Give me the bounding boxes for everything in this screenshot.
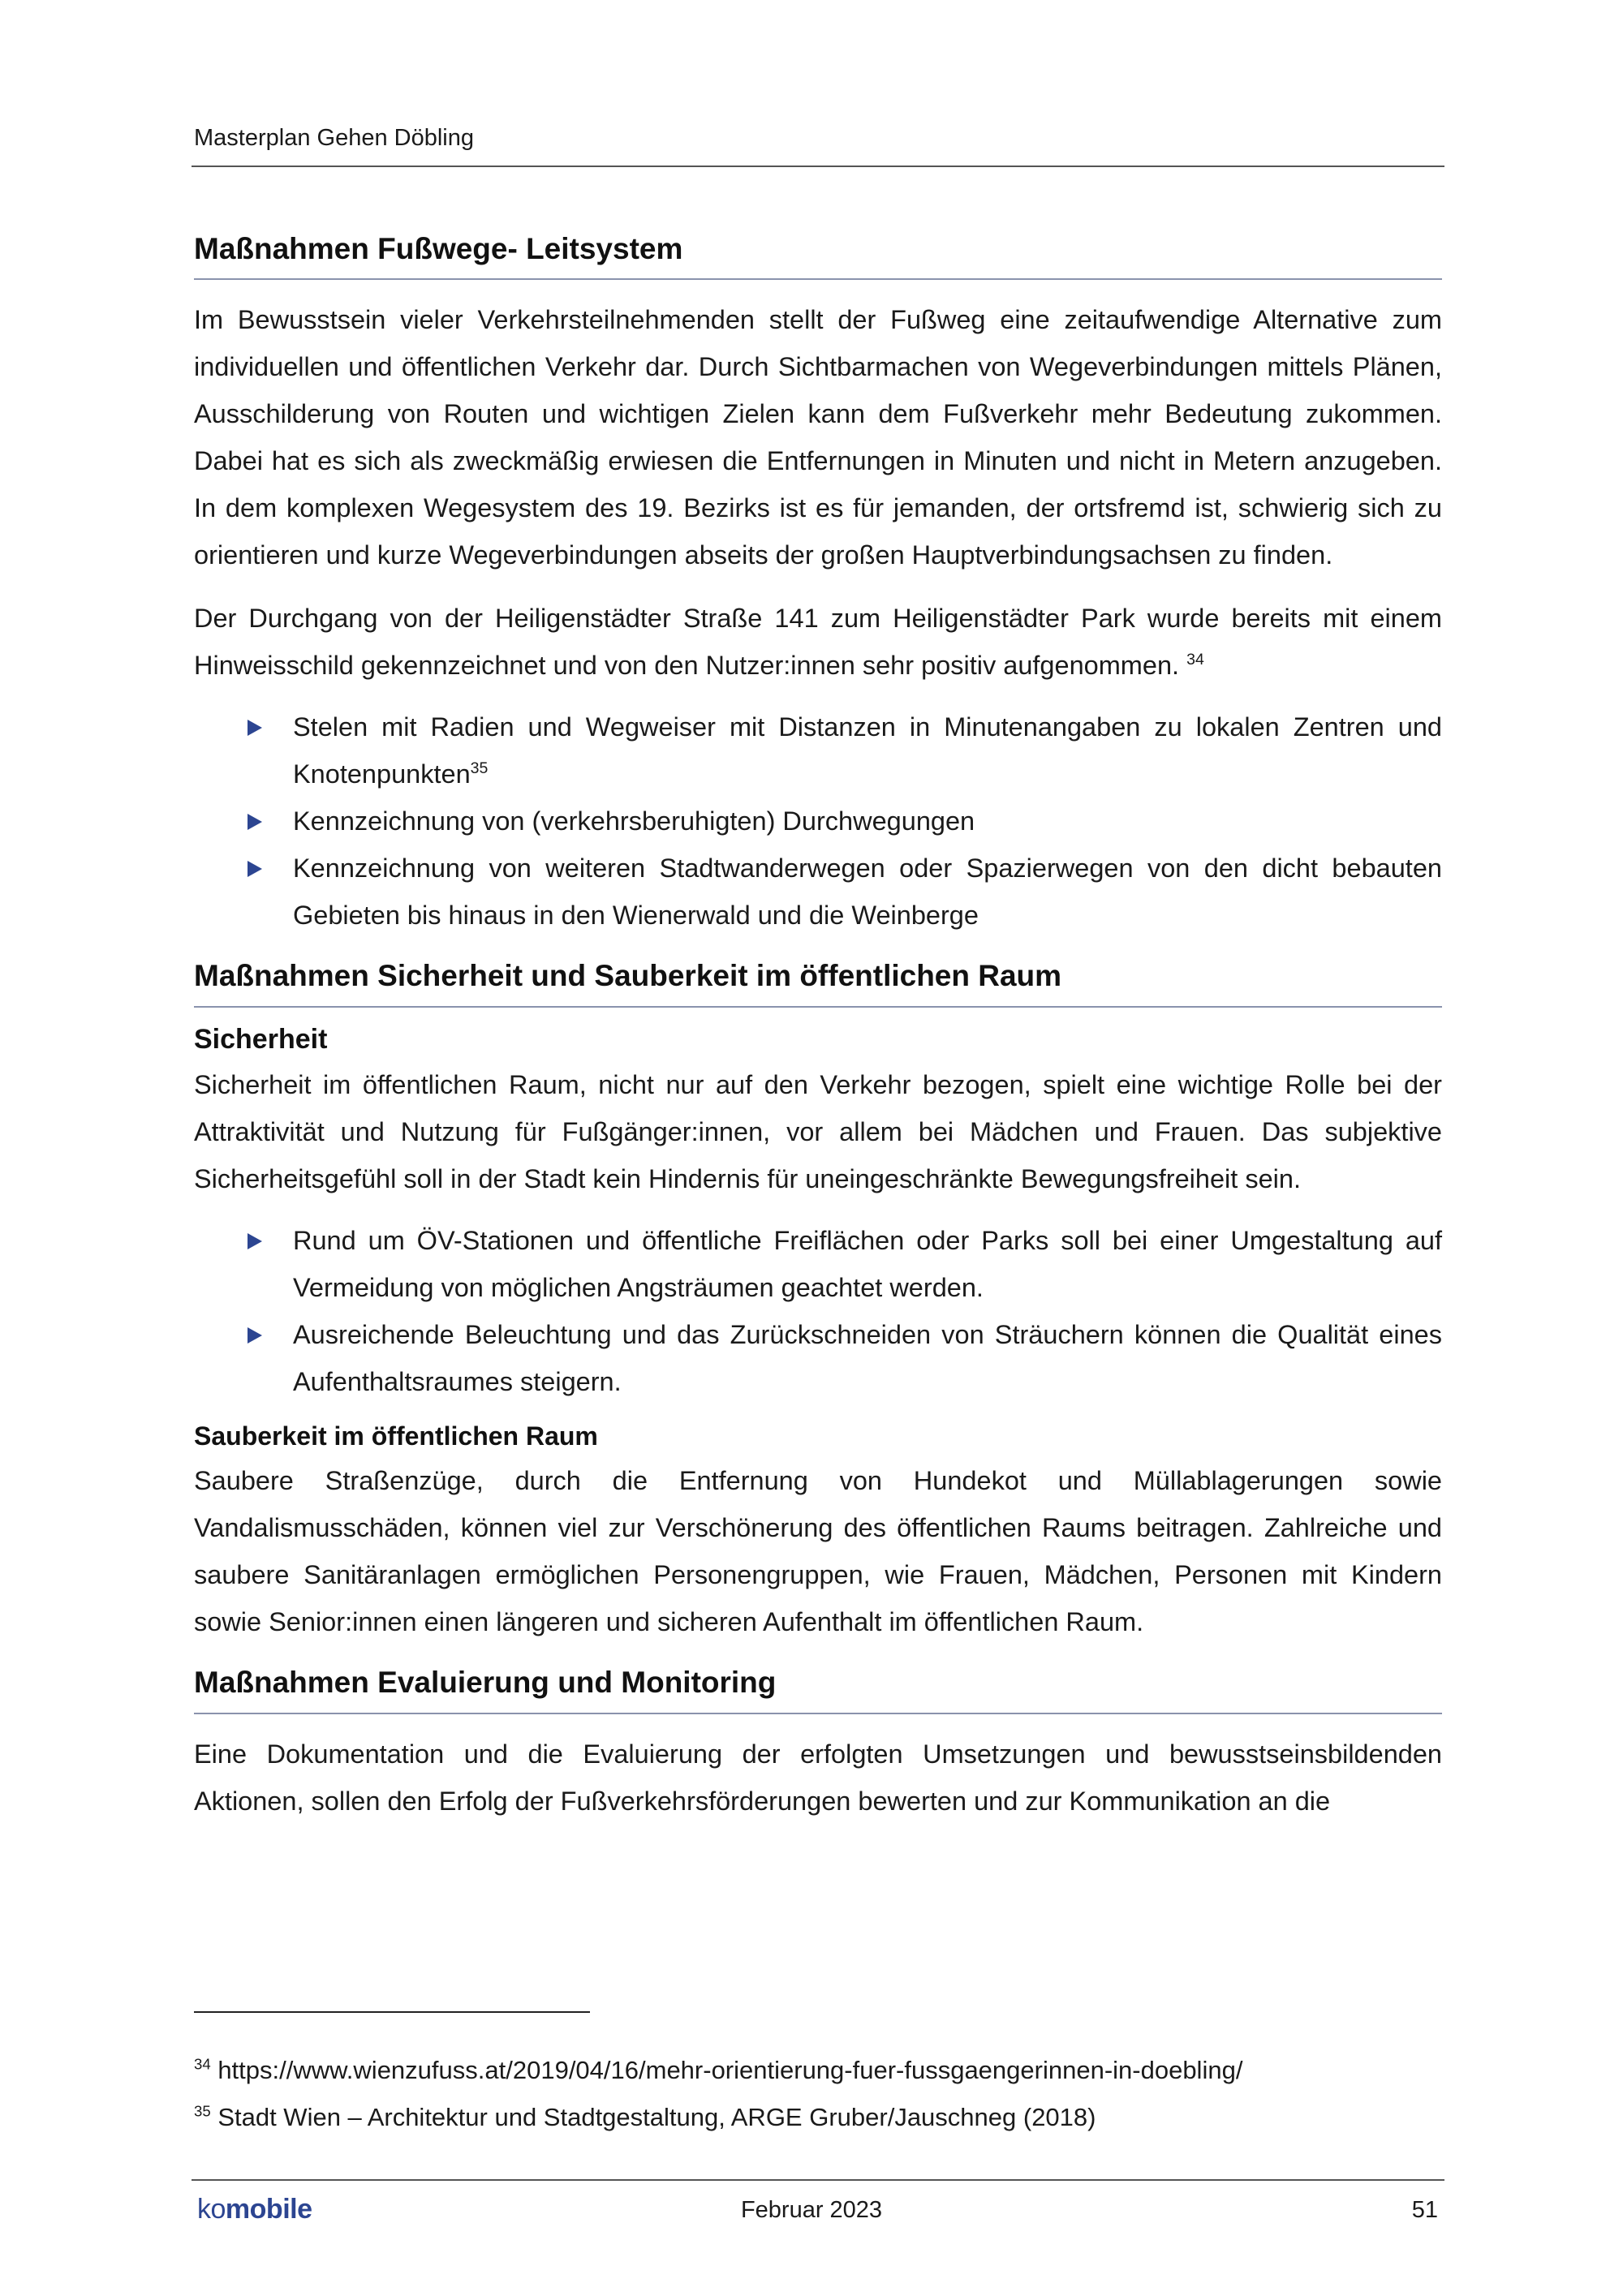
footnote-divider xyxy=(194,2011,590,2013)
section-heading-leitsystem: Maßnahmen Fußwege- Leitsystem xyxy=(194,231,1442,280)
paragraph-leitsystem-intro: Im Bewusstsein vieler Verkehrsteilnehmenden stellt der Fußweg eine zeitaufwendige Alternative zum individuellen und öffentlichen Verkehr dar. Durch Sichtbarmachen von Wegeverbindungen mittels Plänen, Ausschilderung von Routen und wichtigen Zielen kann dem Fußverkehr mehr Bedeutung zukommen. Dabei hat es sich als zweckmäßig erwiesen die Entfernungen in Minuten und nicht in Metern anzugeben. In dem komplexen Wegesystem des 19. Bezirks ist es für jemanden, der ortsfremd ist, schwierig sich zu orientieren und kurze Wegeverbindungen abseits der großen Hauptverbindungsachsen zu finden. xyxy=(194,305,1442,570)
section-heading-evaluierung: Maßnahmen Evaluierung und Monitoring xyxy=(194,1665,1442,1713)
bullet-text: Ausreichende Beleuchtung und das Zurückschneiden von Sträuchern können die Qualität eines Aufenthaltsraumes steigern. xyxy=(293,1320,1442,1397)
triangle-bullet-icon xyxy=(248,1233,262,1249)
paragraph-durchgang-text: Der Durchgang von der Heiligenstädter Straße 141 zum Heiligenstädter Park wurde bereits mit einem Hinweisschild gekennzeichnet und von den Nutzer:innen sehr positiv aufgenommen. xyxy=(194,604,1442,681)
subheading-sicherheit: Sicherheit xyxy=(194,1023,328,1055)
paragraph-evaluierung: Eine Dokumentation und die Evaluierung der erfolgten Umsetzungen und bewusstseinsbildenden Aktionen, sollen den Erfolg der Fußverkehrsförderungen bewerten und zur Kommunikation an die xyxy=(194,1739,1442,1816)
footnote-ref-34[interactable]: 34 xyxy=(1186,651,1204,669)
header-divider xyxy=(192,166,1444,167)
footnote-link[interactable]: https://www.wienzufuss.at/2019/04/16/mehr-orientierung-fuer-fussgaengerinnen-in-doebling/ xyxy=(217,2056,1243,2084)
paragraph-durchgang xyxy=(194,595,1442,689)
section-heading-sicherheit-sauberkeit: Maßnahmen Sicherheit und Sauberkeit im öffentlichen Raum xyxy=(194,958,1442,1007)
list-item xyxy=(293,1217,1442,1311)
running-header: Masterplan Gehen Döbling xyxy=(194,125,474,151)
page-number: 51 xyxy=(1411,2197,1438,2223)
bullet-list-sicherheit xyxy=(194,1217,1442,1405)
footnote-text: Stadt Wien – Architektur und Stadtgestaltung, ARGE Gruber/Jauschneg (2018) xyxy=(217,2103,1096,2131)
paragraph-sauberkeit: Saubere Straßenzüge, durch die Entfernung von Hundekot und Müllablagerungen sowie Vandalismusschäden, können viel zur Verschönerung des öffentlichen Raums beitragen. Zahlreiche und saubere Sanitäranlagen ermöglichen Personengruppen, wie Frauen, Mädchen, Personen mit Kindern sowie Senior:innen einen längeren und sicheren Aufenthalt im öffentlichen Raum. xyxy=(194,1466,1442,1637)
bullet-text: Stelen mit Radien und Wegweiser mit Distanzen in Minutenangaben zu lokalen Zentren und Knotenpunkten xyxy=(293,712,1442,789)
triangle-bullet-icon xyxy=(248,861,262,877)
footnote-34 xyxy=(194,2053,1444,2088)
main-content xyxy=(194,231,1442,1825)
bullet-text: Kennzeichnung von weiteren Stadtwanderwegen oder Spazierwegen von den dicht bebauten Gebieten bis hinaus in den Wienerwald und die Weinberge xyxy=(293,853,1442,931)
subheading-sauberkeit: Sauberkeit im öffentlichen Raum xyxy=(194,1421,598,1451)
paragraph-sicherheit: Sicherheit im öffentlichen Raum, nicht nur auf den Verkehr bezogen, spielt eine wichtige Rolle bei der Attraktivität und Nutzung für Fußgänger:innen, vor allem bei Mädchen und Frauen. Das subjektive Sicherheitsgefühl soll in der Stadt kein Hindernis für uneingeschränkte Bewegungsfreiheit sein. xyxy=(194,1070,1442,1194)
list-item xyxy=(293,1311,1442,1405)
list-item xyxy=(293,703,1442,798)
footnote-number: 34 xyxy=(194,2055,211,2073)
triangle-bullet-icon xyxy=(248,814,262,830)
triangle-bullet-icon xyxy=(248,1327,262,1344)
logo-ko: ko xyxy=(197,2194,226,2225)
footnotes xyxy=(194,2053,1444,2147)
footnote-number: 35 xyxy=(194,2102,211,2120)
triangle-bullet-icon xyxy=(248,720,262,736)
footnote-ref-35[interactable]: 35 xyxy=(470,759,489,778)
footer-date: Februar 2023 xyxy=(740,2197,883,2223)
footer-divider xyxy=(192,2179,1444,2181)
bullet-list-leitsystem xyxy=(194,703,1442,939)
bullet-text: Rund um ÖV-Stationen und öffentliche Freiflächen oder Parks soll bei einer Umgestaltung auf Vermeidung von möglichen Angsträumen geachtet werden. xyxy=(293,1226,1442,1303)
footnote-35 xyxy=(194,2100,1444,2135)
logo-mobile: mobile xyxy=(225,2194,312,2225)
list-item xyxy=(293,798,1442,845)
list-item xyxy=(293,845,1442,939)
bullet-text: Kennzeichnung von (verkehrsberuhigten) Durchwegungen xyxy=(293,806,975,836)
